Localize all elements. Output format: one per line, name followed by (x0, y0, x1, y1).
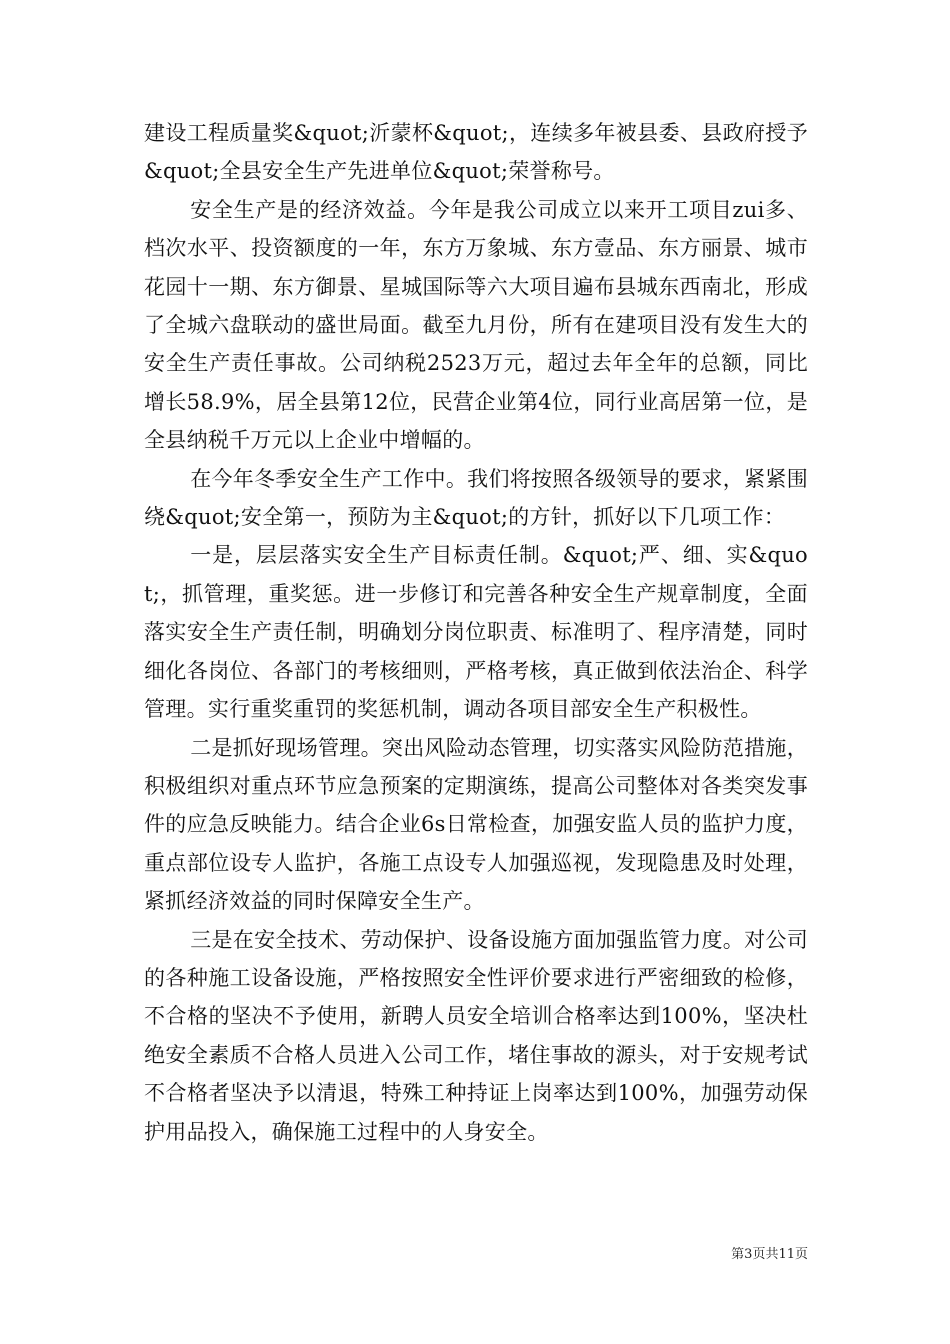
paragraph-item-two: 二是抓好现场管理。突出风险动态管理，切实落实风险防范措施，积极组织对重点环节应急预案的定期演练，提高公司整体对各类突发事件的应急反映能力。结合企业6s日常检查，加强安监人员的监护力度，重点部位设专人监护，各施工点设专人加强巡视，发现隐患及时处理，紧抓经济效益的同时保障安全生产。 (144, 735, 808, 914)
paragraph-item-three: 三是在安全技术、劳动保护、设备设施方面加强监管力度。对公司的各种施工设备设施，严格按照安全性评价要求进行严密细致的检修，不合格的坚决不予使用，新聘人员安全培训合格率达到100%，坚决杜绝安全素质不合格人员进入公司工作，堵住事故的源头，对于安规考试不合格者坚决予以清退，特殊工种持证上岗率达到100%，加强劳动保护用品投入，确保施工过程中的人身安全。 (144, 927, 808, 1144)
document-body (144, 114, 808, 1151)
paragraph-continuation: 建设工程质量奖&quot;沂蒙杯&quot;，连续多年被县委、县政府授予&quot;全县安全生产先进单位&quot;荣誉称号。 (144, 121, 808, 184)
paragraph-item-one: 一是，层层落实安全生产目标责任制。&quot;严、细、实&quot;，抓管理，重奖惩。进一步修订和完善各种安全生产规章制度，全面落实安全生产责任制，明确划分岗位职责、标准明了、程序清楚，同时细化各岗位、各部门的考核细则，严格考核，真正做到依法治企、科学管理。实行重奖重罚的奖惩机制，调动各项目部安全生产积极性。 (144, 543, 808, 722)
page-number-footer: 第3页共11页 (731, 1247, 808, 1262)
paragraph-safety-benefit: 安全生产是的经济效益。今年是我公司成立以来开工项目zui多、档次水平、投资额度的一年，东方万象城、东方壹品、东方丽景、城市花园十一期、东方御景、星城国际等六大项目遍布县城东西南北，形成了全城六盘联动的盛世局面。截至九月份，所有在建项目没有发生大的安全生产责任事故。公司纳税2523万元，超过去年全年的总额，同比增长58.9%，居全县第12位，民营企业第4位，同行业高居第一位，是全县纳税千万元以上企业中增幅的。 (144, 197, 808, 453)
paragraph-winter-work: 在今年冬季安全生产工作中。我们将按照各级领导的要求，紧紧围绕&quot;安全第一，预防为主&quot;的方针，抓好以下几项工作： (144, 466, 808, 530)
